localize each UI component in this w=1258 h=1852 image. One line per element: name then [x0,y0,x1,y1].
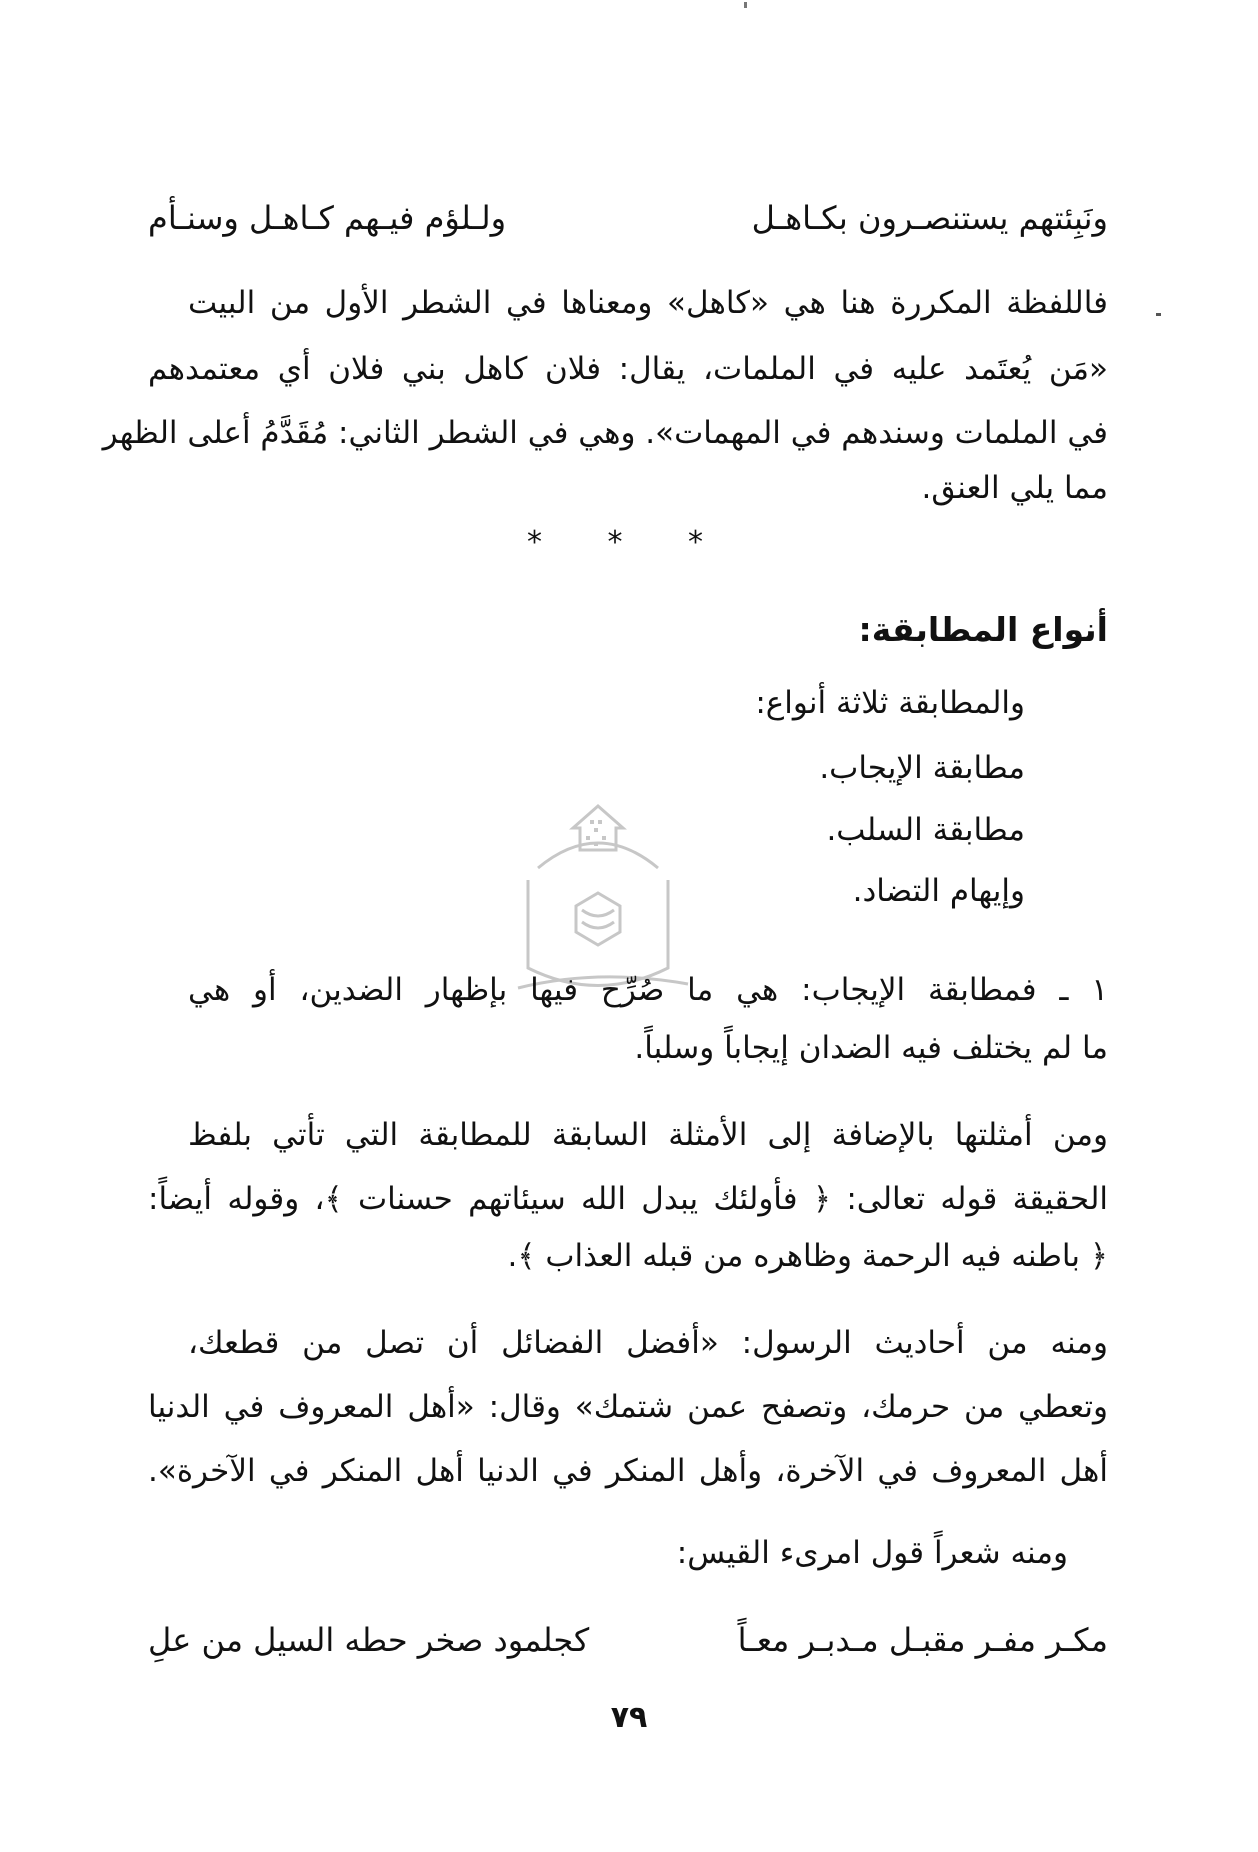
list-item: مطابقة الإيجاب. [819,750,1025,786]
section-heading: أنواع المطابقة: [858,610,1108,649]
poem-intro: ومنه شعراً قول امرىء القيس: [676,1535,1068,1571]
list-item: وإيهام التضاد. [852,873,1025,909]
paragraph-line: ما لم يختلف فيه الضدان إيجاباً وسلباً. [634,1030,1108,1066]
paragraph-line: ومن أمثلتها بالإضافة إلى الأمثلة السابقة للمطابقة التي تأتي بلفظ [188,1117,1108,1153]
section-separator: * * * [526,525,732,560]
paragraph-line: ١ ـ فمطابقة الإيجاب: هي ما صُرِّح فيها بإظهار الضدين، أو هي [188,972,1108,1008]
paragraph-line: وتعطي من حرمك، وتصفح عمن شتمك» وقال: «أهل المعروف في الدنيا [148,1389,1108,1425]
verse-second-hemistich: كجلمود صخر حطه السيل من علِ [148,1621,590,1659]
paragraph-line: «مَن يُعتَمد عليه في الملمات، يقال: فلان كاهل بني فلان أي معتمدهم [148,351,1108,387]
scan-speck [744,2,747,8]
verse-line [148,1610,1108,1670]
verse-line [148,188,1108,248]
verse-first-hemistich: مكـر مفـر مقبـل مـدبـر معـاً [737,1621,1108,1659]
paragraph-line: الحقيقة قوله تعالى: ﴿ فأولئك يبدل الله سيئاتهم حسنات ﴾، وقوله أيضاً: [148,1181,1108,1217]
verse-second-hemistich: ولـلؤم فيـهم كـاهـل وسنـأم [148,199,507,237]
page-number: ٧٩ [610,1700,648,1735]
paragraph-line: فاللفظة المكررة هنا هي «كاهل» ومعناها في الشطر الأول من البيت [188,285,1108,321]
paragraph-line: مما يلي العنق. [921,470,1108,506]
quran-quote: ﴿ باطنه فيه الرحمة وظاهره من قبله العذاب ﴾. [507,1238,1108,1274]
list-item: مطابقة السلب. [826,812,1025,848]
types-intro: والمطابقة ثلاثة أنواع: [755,685,1025,721]
verse-first-hemistich: ونَبِئتهم يستنصـرون بكـاهـل [751,199,1108,237]
paragraph-line: ومنه من أحاديث الرسول: «أفضل الفضائل أن تصل من قطعك، [188,1325,1108,1361]
scan-speck [1156,313,1161,316]
paragraph-line: في الملمات وسندهم في المهمات». وهي في الشطر الثاني: مُقَدَّمُ أعلى الظهر [102,415,1108,451]
paragraph-line: أهل المعروف في الآخرة، وأهل المنكر في الدنيا أهل المنكر في الآخرة». [148,1453,1108,1489]
